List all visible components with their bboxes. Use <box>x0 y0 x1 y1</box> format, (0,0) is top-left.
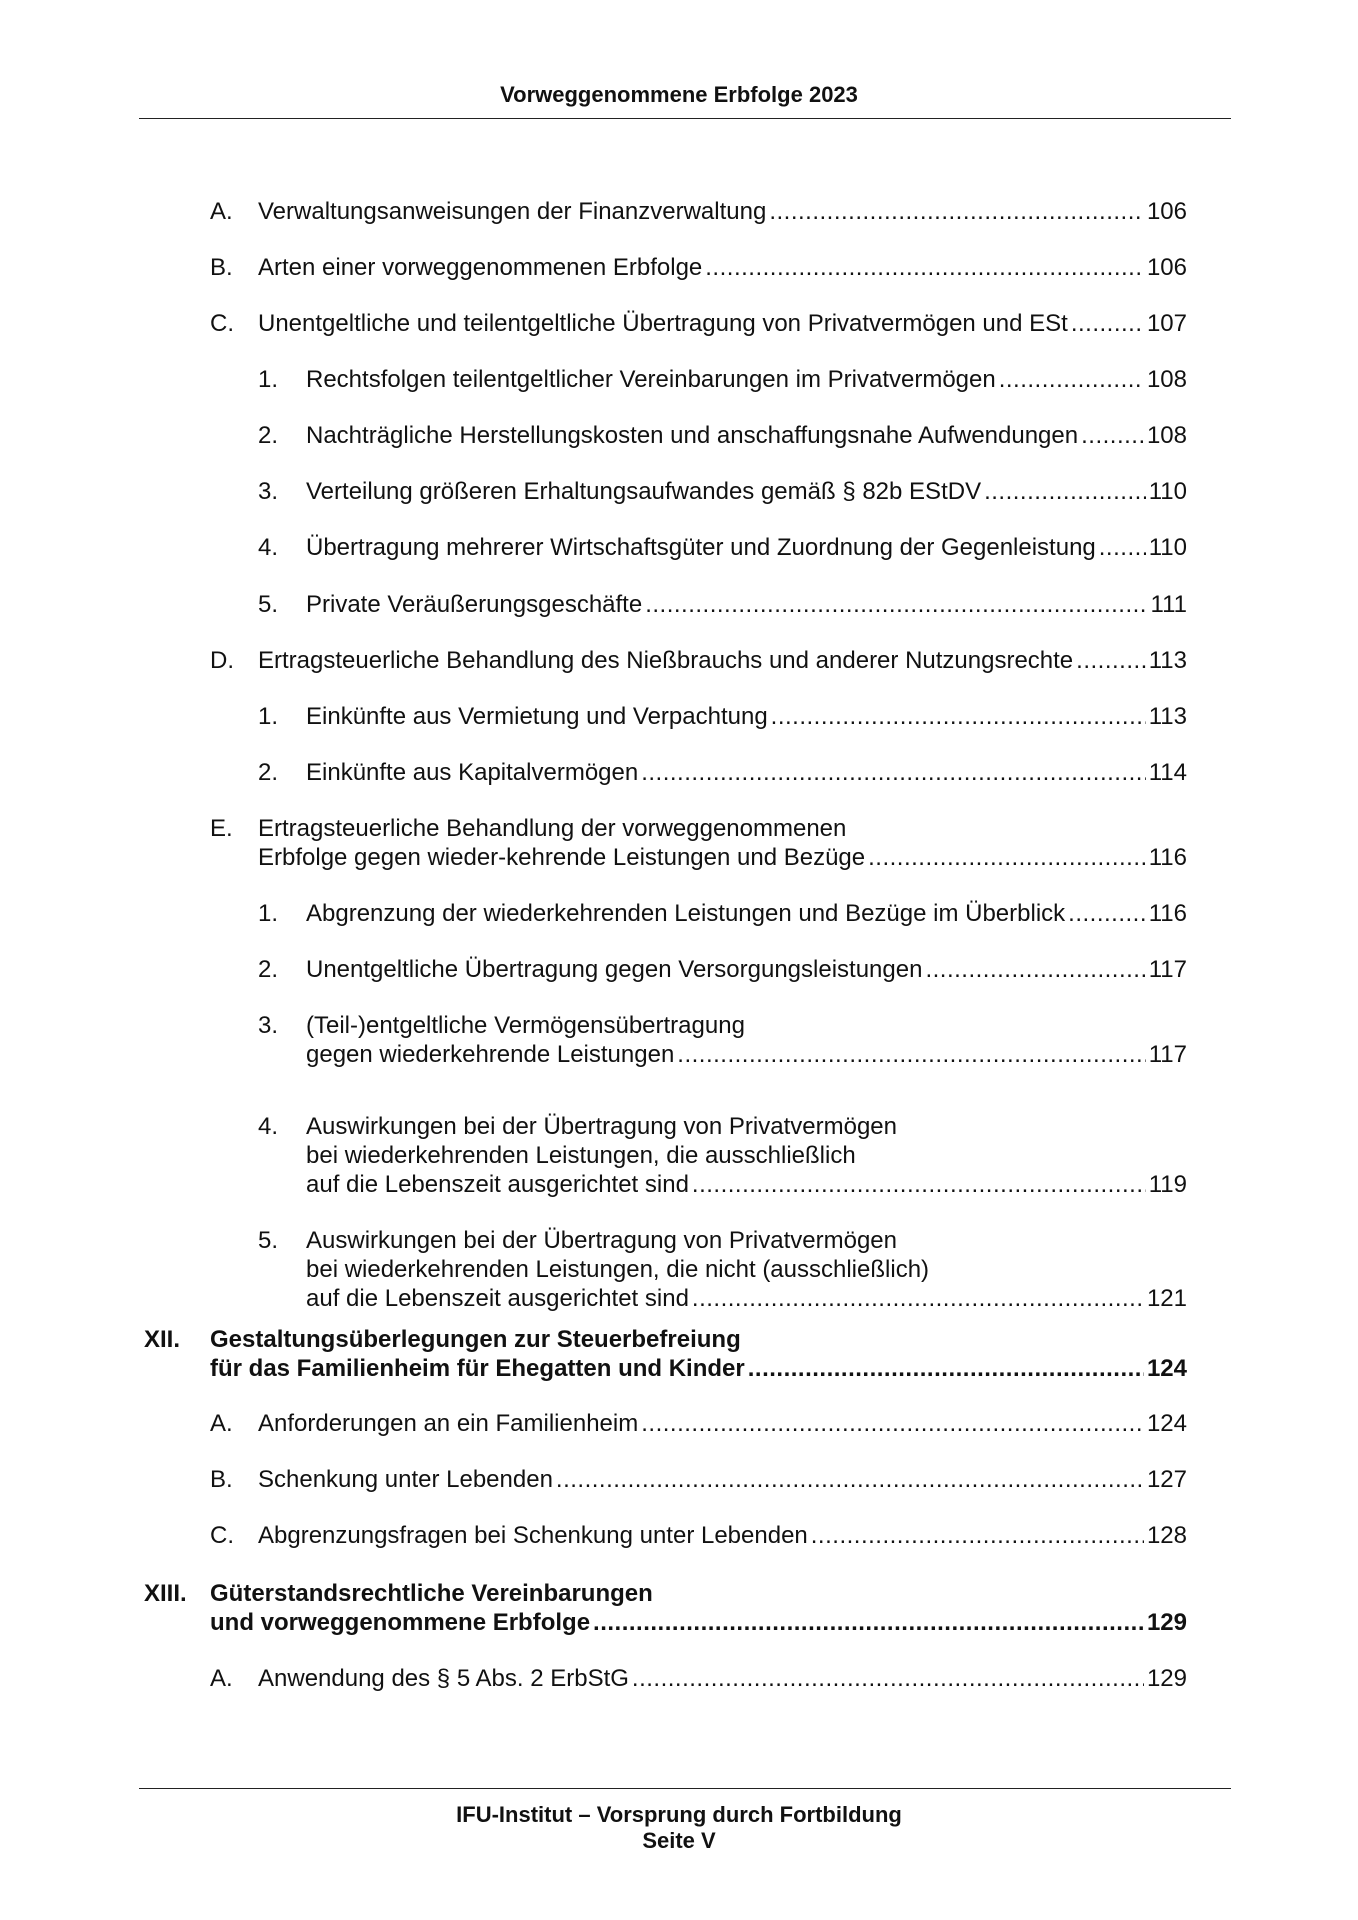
dot-leader <box>593 1608 1144 1637</box>
toc-entry-page: 128 <box>1146 1522 1187 1549</box>
toc-entry-number: 3. <box>258 1012 279 1039</box>
toc-entry-number: C. <box>210 310 234 337</box>
toc-entry-page: 106 <box>1146 198 1187 225</box>
dot-leader <box>556 1465 1144 1494</box>
toc-entry-title: Einkünfte aus Kapitalvermögen <box>306 759 639 786</box>
toc-entry-title: auf die Lebenszeit ausgerichtet sind <box>306 1285 689 1312</box>
toc-entry-title: Gestaltungsüberlegungen zur Steuerbefreiung <box>210 1326 741 1353</box>
toc-entry-title: Schenkung unter Lebenden <box>258 1466 553 1493</box>
toc-entry-number: A. <box>210 1665 233 1692</box>
dot-leader <box>641 1409 1144 1438</box>
toc-entry-title: Auswirkungen bei der Übertragung von Privatvermögen <box>306 1113 897 1140</box>
toc-entry-title: für das Familienheim für Ehegatten und Kinder <box>210 1355 745 1382</box>
toc-entry-number: XIII. <box>144 1580 187 1607</box>
toc-entry-number: 1. <box>258 703 279 730</box>
toc-entry-page: 127 <box>1146 1466 1187 1493</box>
toc-entry-page: 124 <box>1146 1410 1187 1437</box>
toc-entry-page: 111 <box>1150 591 1187 618</box>
dot-leader <box>632 1664 1144 1693</box>
toc-entry-title: Rechtsfolgen teilentgeltlicher Vereinbarungen im Privatvermögen <box>306 366 996 393</box>
toc-entry-title: Erbfolge gegen wieder-kehrende Leistungen und Bezüge <box>258 844 866 871</box>
toc-entry-page: 124 <box>1146 1355 1187 1382</box>
toc-entry-number: 1. <box>258 366 279 393</box>
dot-leader <box>1076 646 1146 675</box>
toc-entry-number: B. <box>210 1466 233 1493</box>
toc-entry-number: 1. <box>258 900 279 927</box>
toc-entry-number: 4. <box>258 1113 279 1140</box>
dot-leader <box>1099 533 1146 562</box>
dot-leader <box>984 477 1146 506</box>
toc-entry-title: Private Veräußerungsgeschäfte <box>306 591 643 618</box>
toc-entry-number: 4. <box>258 534 279 561</box>
toc-entry-title: Ertragsteuerliche Behandlung des Nießbrauchs und anderer Nutzungsrechte <box>258 647 1074 674</box>
toc-entry-number: 5. <box>258 591 279 618</box>
toc-entry-title: auf die Lebenszeit ausgerichtet sind <box>306 1171 689 1198</box>
toc-entry-title: Abgrenzung der wiederkehrenden Leistungen und Bezüge im Überblick <box>306 900 1066 927</box>
toc-entry-title: Arten einer vorweggenommenen Erbfolge <box>258 254 703 281</box>
toc-entry-page: 107 <box>1146 310 1187 337</box>
toc-entry-page: 110 <box>1148 478 1187 505</box>
toc-entry-number: XII. <box>144 1326 181 1353</box>
toc-entry-title: Anwendung des § 5 Abs. 2 ErbStG <box>258 1665 629 1692</box>
dot-leader <box>769 197 1144 226</box>
toc-entry-title: Unentgeltliche Übertragung gegen Versorgungsleistungen <box>306 956 923 983</box>
toc-entry-page: 129 <box>1146 1665 1187 1692</box>
toc-entry-page: 117 <box>1148 956 1187 983</box>
toc-entry-page: 108 <box>1146 366 1187 393</box>
toc-entry-title: Verteilung größeren Erhaltungsaufwandes gemäß § 82b EStDV <box>306 478 982 505</box>
toc-entry-title: Verwaltungsanweisungen der Finanzverwaltung <box>258 198 767 225</box>
dot-leader <box>641 758 1146 787</box>
dot-leader <box>748 1354 1144 1383</box>
toc-entry-title: Einkünfte aus Vermietung und Verpachtung <box>306 703 768 730</box>
toc-entry-title: bei wiederkehrenden Leistungen, die nicht (ausschließlich) <box>306 1256 930 1283</box>
toc-entry-title: Abgrenzungsfragen bei Schenkung unter Lebenden <box>258 1522 808 1549</box>
toc-entry-page: 129 <box>1146 1609 1187 1636</box>
toc-entry-title: Ertragsteuerliche Behandlung der vorweggenommenen <box>258 815 847 842</box>
toc-entry-title: Übertragung mehrerer Wirtschaftsgüter und Zuordnung der Gegenleistung <box>306 534 1096 561</box>
toc-entry-page: 116 <box>1148 900 1187 927</box>
toc-entry-page: 113 <box>1148 703 1187 730</box>
toc-entry-page: 110 <box>1148 534 1187 561</box>
toc-entry-number: D. <box>210 647 234 674</box>
toc-entry-title: gegen wiederkehrende Leistungen <box>306 1041 675 1068</box>
toc-entry-page: 119 <box>1148 1171 1187 1198</box>
toc-entry-number: 3. <box>258 478 279 505</box>
toc-entry-number: 2. <box>258 422 279 449</box>
dot-leader <box>705 253 1144 282</box>
dot-leader <box>811 1521 1144 1550</box>
dot-leader <box>925 955 1145 984</box>
dot-leader <box>1071 309 1144 338</box>
footer-page-number: Seite V <box>642 1828 716 1853</box>
toc-entry-number: A. <box>210 1410 233 1437</box>
header-divider <box>139 118 1231 119</box>
toc-entry-page: 121 <box>1146 1285 1187 1312</box>
toc-entry-page: 108 <box>1146 422 1187 449</box>
toc-entry-number: B. <box>210 254 233 281</box>
toc-entry-page: 113 <box>1148 647 1187 674</box>
dot-leader <box>692 1284 1144 1313</box>
dot-leader <box>692 1170 1146 1199</box>
footer-institute: IFU-Institut – Vorsprung durch Fortbildung <box>456 1802 902 1827</box>
toc-entry-number: 2. <box>258 956 279 983</box>
toc-entry-page: 116 <box>1148 844 1187 871</box>
toc-entry-title: Auswirkungen bei der Übertragung von Privatvermögen <box>306 1227 897 1254</box>
toc-entry-title: Güterstandsrechtliche Vereinbarungen <box>210 1580 653 1607</box>
toc-entry-page: 114 <box>1148 759 1187 786</box>
toc-entry-title: (Teil-)entgeltliche Vermögensübertragung <box>306 1012 745 1039</box>
page-header-title: Vorweggenommene Erbfolge 2023 <box>500 82 858 107</box>
toc-entry-page: 106 <box>1146 254 1187 281</box>
toc-entry-title: Anforderungen an ein Familienheim <box>258 1410 639 1437</box>
toc-entry-title: Nachträgliche Herstellungskosten und anschaffungsnahe Aufwendungen <box>306 422 1079 449</box>
dot-leader <box>645 590 1147 619</box>
toc-entry-number: E. <box>210 815 233 842</box>
toc-entry-page: 117 <box>1148 1041 1187 1068</box>
dot-leader <box>677 1040 1145 1069</box>
dot-leader <box>1068 899 1146 928</box>
toc-entry-number: A. <box>210 198 233 225</box>
toc-entry-number: C. <box>210 1522 234 1549</box>
toc-entry-title: Unentgeltliche und teilentgeltliche Übertragung von Privatvermögen und ESt <box>258 310 1068 337</box>
dot-leader <box>999 365 1144 394</box>
dot-leader <box>1081 421 1144 450</box>
toc-entry-number: 5. <box>258 1227 279 1254</box>
footer-divider <box>139 1788 1231 1789</box>
dot-leader <box>868 843 1146 872</box>
dot-leader <box>771 702 1146 731</box>
toc-entry-title: bei wiederkehrenden Leistungen, die ausschließlich <box>306 1142 856 1169</box>
toc-entry-title: und vorweggenommene Erbfolge <box>210 1609 591 1636</box>
toc-entry-number: 2. <box>258 759 279 786</box>
